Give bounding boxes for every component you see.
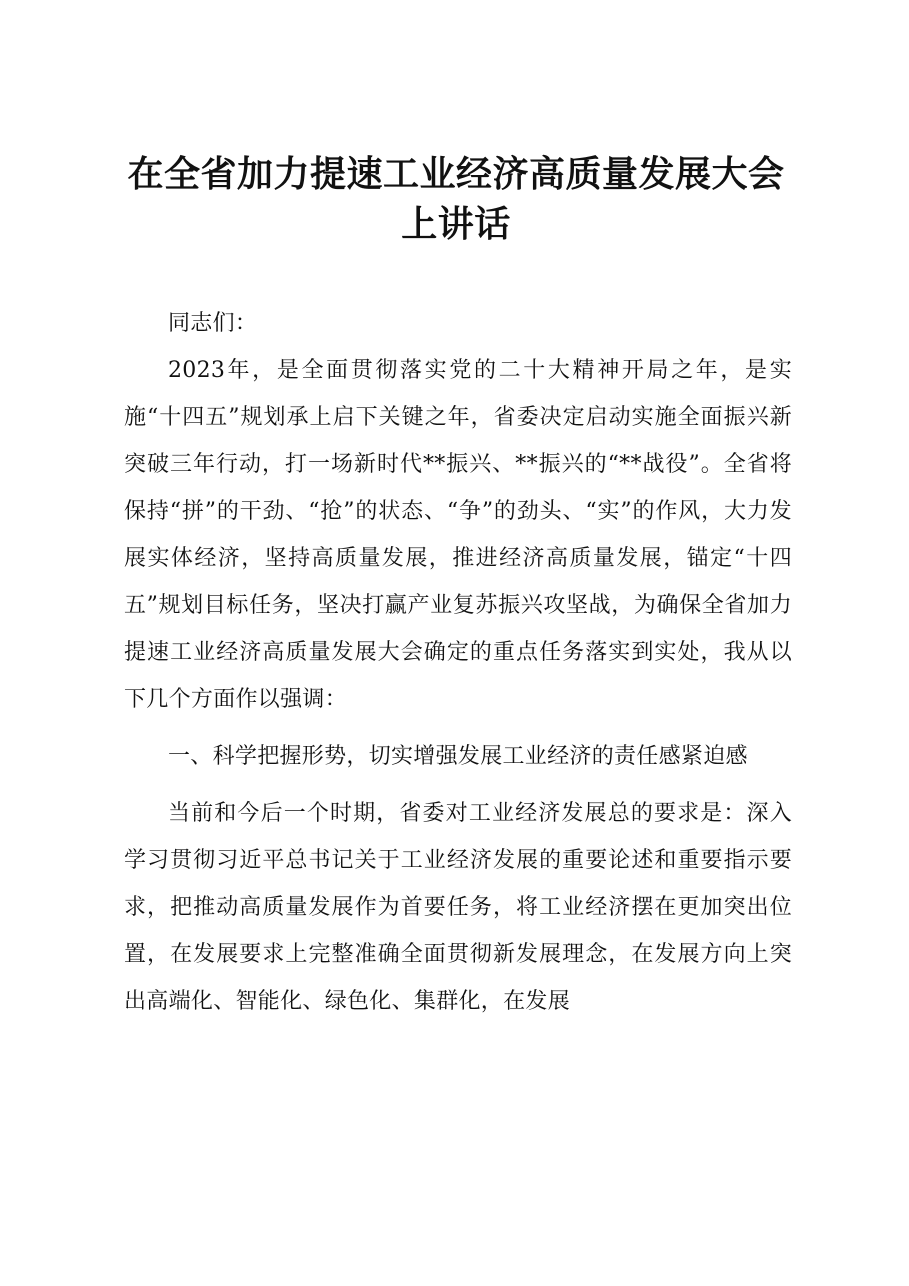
intro-paragraph: 2023年，是全面贯彻落实党的二十大精神开局之年，是实施“十四五”规划承上启下关键之年，省委决定启动实施全面振兴新突破三年行动，打一场新时代**振兴、**振兴的“**战役”。全省将保持“拼”的干劲、“抢”的状态、“争”的劲头、“实”的作风，大力发展实体经济，坚持高质量发展，推进经济高质量发展，锚定“十四五”规划目标任务，坚决打赢产业复苏振兴攻坚战，为确保全省加力提速工业经济高质量发展大会确定的重点任务落实到实处，我从以下几个方面作以强调： <box>124 358 792 712</box>
document-title: 在全省加力提速工业经济高质量发展大会上讲话 <box>127 154 785 245</box>
body-paragraph: 当前和今后一个时期，省委对工业经济发展总的要求是：深入学习贯彻习近平总书记关于工业经济发展的重要论述和重要指示要求，把推动高质量发展作为首要任务，将工业经济摆在更加突出位置，在发展要求上完整准确全面贯彻新发展理念，在发展方向上突出高端化、智能化、绿色化、集群化，在发展 <box>124 801 792 1014</box>
section-heading: 一、科学把握形势，切实增强发展工业经济的责任感紧迫感 <box>168 744 748 769</box>
salutation-paragraph: 同志们： <box>168 311 258 336</box>
document-body <box>124 300 792 1025</box>
